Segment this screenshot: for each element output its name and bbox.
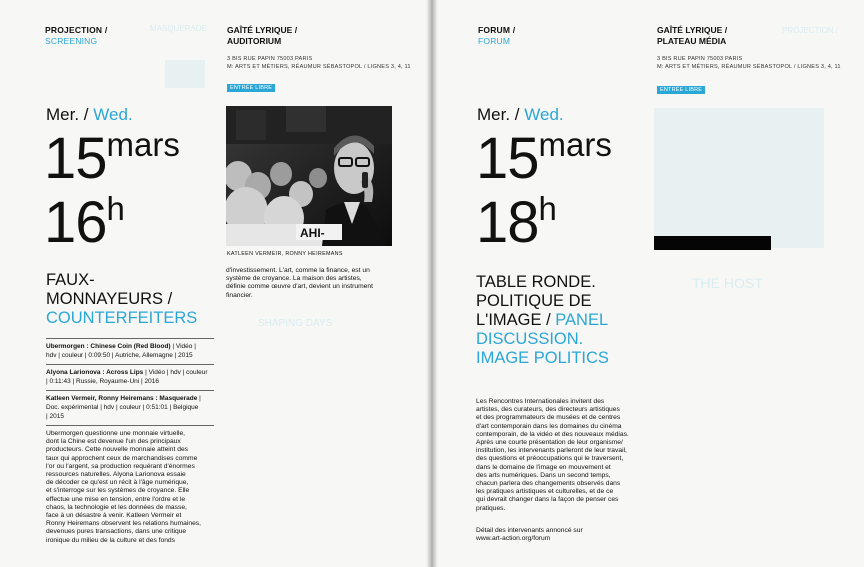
description-line: dont la Chine est devenue l'un des principaux: [46, 438, 181, 446]
title-line: MONNAYEURS /: [46, 290, 173, 308]
redaction-bar: [654, 236, 771, 250]
description-line: Les Rencontres Internationales invitent des: [476, 398, 605, 405]
venue-line: GAÎTÉ LYRIQUE /: [227, 25, 298, 35]
description-line: taux qui approchent ceux de marchandises comme: [46, 454, 198, 462]
venue: [227, 25, 297, 47]
description-line: devenues pures transactions, dans une critique: [46, 528, 187, 536]
credit-entry: [46, 339, 214, 364]
description-line: producteurs. Cette nouvelle monnaie atteint des: [46, 446, 189, 454]
day-fr: Mer. /: [477, 105, 520, 124]
description-line: des arts numériques. Dans un second temps,: [476, 471, 611, 479]
address-line: 3 BIS RUE PAPIN 75003 PARIS: [227, 56, 313, 62]
title-line: L'IMAGE /: [476, 311, 551, 329]
address-line: M: ARTS ET MÉTIERS, RÉAUMUR SÉBASTOPOL / LIGNES 3, 4, 11: [227, 64, 411, 70]
divider: [46, 425, 214, 426]
show-through-text: MASQUERADE: [150, 24, 207, 33]
description-line: Ronny Heiremans observent les relations humaines,: [46, 520, 202, 528]
description-line: face à un désastre à venir. Katleen Vermeir et: [46, 512, 182, 520]
entry-badge: [657, 78, 705, 96]
credit-meta: |: [197, 395, 201, 402]
show-through-text: THE HOST: [692, 275, 763, 291]
entry-badge: [227, 76, 275, 94]
time: [476, 190, 557, 255]
description-line: chacun parlera des changements observés dans: [476, 480, 621, 488]
description-line: effectue une mise en tension, entre l'ordre et le: [46, 495, 186, 503]
description-line: système de croyance. La maison des artistes,: [226, 275, 362, 283]
credit-work: Ubermorgen : Chinese Coin (Red Blood): [46, 343, 171, 350]
date: [476, 126, 612, 191]
address: [227, 55, 411, 71]
credits: [46, 338, 214, 426]
details-text: Détail des intervenants annoncé sur: [476, 527, 583, 534]
category-fr: PROJECTION /: [45, 25, 108, 35]
title-en: PANEL: [555, 311, 609, 329]
event-title: [476, 273, 609, 368]
credit-meta: hdv | couleur | 0:09:50 | Autriche, Allemagne | 2015: [46, 352, 193, 359]
photo-sign: AHI-: [300, 226, 325, 240]
category-en: FORUM: [478, 36, 511, 46]
credit-work: Alyona Larionova : Across Lips: [46, 369, 144, 376]
description-line: financier.: [226, 291, 253, 299]
badge-text: ENTRÉE LIBRE: [227, 84, 275, 92]
category-fr: FORUM /: [478, 25, 516, 35]
title-en: DISCUSSION.: [476, 330, 584, 348]
credit-meta: | 2015: [46, 413, 64, 420]
description-line: les pratiques artistiques et culturelles, et de ce: [476, 488, 614, 496]
show-through-box: [165, 60, 205, 88]
description-line: pratiques.: [476, 504, 506, 512]
show-through-text: PROJECTION /: [782, 26, 839, 35]
photo-illustration: [226, 106, 392, 246]
time: [44, 190, 125, 255]
hour-number: 16: [44, 190, 107, 255]
spine-gutter: [426, 0, 438, 567]
show-through-box: [654, 108, 824, 248]
title-en: IMAGE POLITICS: [476, 349, 609, 367]
category-label: [45, 25, 107, 47]
description-line: ressources naturelles. Alyona Larionova essaie: [46, 471, 186, 479]
badge-text: ENTRÉE LIBRE: [657, 86, 705, 94]
description-continued: [226, 267, 392, 300]
address-line: M: ARTS ET MÉTIERS, RÉAUMUR SÉBASTOPOL / LIGNES 3, 4, 11: [657, 64, 841, 70]
description-line: définie comme œuvre d'art, devient un instrument: [226, 283, 373, 291]
day-label: [477, 106, 564, 124]
title-en: COUNTERFEITERS: [46, 309, 198, 327]
hour-suffix: h: [538, 190, 557, 227]
hour-suffix: h: [106, 190, 125, 227]
day-fr: Mer. /: [46, 105, 89, 124]
title-line: POLITIQUE DE: [476, 292, 592, 310]
description-line: institution, les intervenants parleront de leur travail,: [476, 447, 627, 455]
title-line: TABLE RONDE.: [476, 273, 596, 291]
description: [46, 430, 214, 545]
credit-entry: [46, 365, 214, 390]
address-line: 3 BIS RUE PAPIN 75003 PARIS: [657, 56, 743, 62]
description-line: et s'interroge sur les systèmes de croyance. Elle: [46, 487, 190, 495]
day-en: Wed.: [93, 105, 133, 124]
description-line: Ubermorgen questionne une monnaie virtuelle,: [46, 430, 186, 437]
date: [44, 126, 180, 191]
description-line: ironique du milieu de la culture et des fonds: [46, 536, 175, 544]
date-number: 15: [476, 126, 539, 191]
description: [476, 398, 646, 513]
category-label: [478, 25, 515, 47]
left-page: [0, 0, 430, 567]
hour-number: 18: [476, 190, 539, 255]
venue: [657, 25, 727, 47]
description-line: d'investissement. L'art, comme la finance, est un: [226, 267, 370, 274]
day-en: Wed.: [524, 105, 564, 124]
description-line: qui devrait changer dans la façon de penser ces: [476, 496, 619, 504]
photo-caption: KATLEEN VERMEIR, RONNY HEIREMANS: [227, 251, 343, 257]
right-page: [432, 0, 864, 567]
description-line: de décoder ce qu'est un récit à l'âge numérique,: [46, 479, 189, 487]
description-line: dans le domaine de l'image en mouvement et: [476, 463, 611, 471]
credit-work: Katleen Vermeir, Ronny Heiremans : Masquerade: [46, 395, 198, 402]
address: [657, 55, 841, 71]
event-title: [46, 271, 197, 328]
venue-line: PLATEAU MÉDIA: [657, 36, 727, 46]
credit-meta: Doc. expérimental | hdv | couleur | 0:51:01 | Belgique: [46, 404, 199, 411]
day-label: [46, 106, 133, 124]
details-link[interactable]: www.art-action.org/forum: [476, 535, 551, 543]
description-line: et des programmateurs de musées et de centres: [476, 414, 621, 422]
description-line: d'art contemporain dans les domaines du cinéma: [476, 422, 622, 430]
credit-meta: | Vidéo |: [170, 343, 196, 350]
venue-line: AUDITORIUM: [227, 36, 282, 46]
date-number: 15: [44, 126, 107, 191]
venue-line: GAÎTÉ LYRIQUE /: [657, 25, 728, 35]
details-note: [476, 527, 676, 543]
show-through-text: SHAPING DAYS: [258, 318, 333, 329]
description-line: chaos, la technologie et les données de masse,: [46, 503, 187, 511]
description-line: contemporain, de la vidéo et des nouveaux médias.: [476, 430, 629, 438]
title-line: FAUX-: [46, 271, 95, 289]
description-line: Après une courte présentation de leur organisme/: [476, 439, 623, 447]
month: mars: [538, 126, 612, 163]
description-line: l'or ou l'argent, sa production requérant d'énormes: [46, 462, 195, 470]
description-line: artistes, des curateurs, des directeurs artistiques: [476, 406, 620, 414]
description-line: des questions et préoccupations qui le traversent,: [476, 455, 624, 463]
credit-entry: [46, 391, 214, 425]
event-photo: [226, 106, 392, 246]
month: mars: [106, 126, 180, 163]
credit-meta: | 0:11:43 | Russie, Royaume-Uni | 2016: [46, 378, 159, 385]
category-en: SCREENING: [45, 36, 98, 46]
credit-meta: | Vidéo | hdv | couleur: [143, 369, 208, 376]
